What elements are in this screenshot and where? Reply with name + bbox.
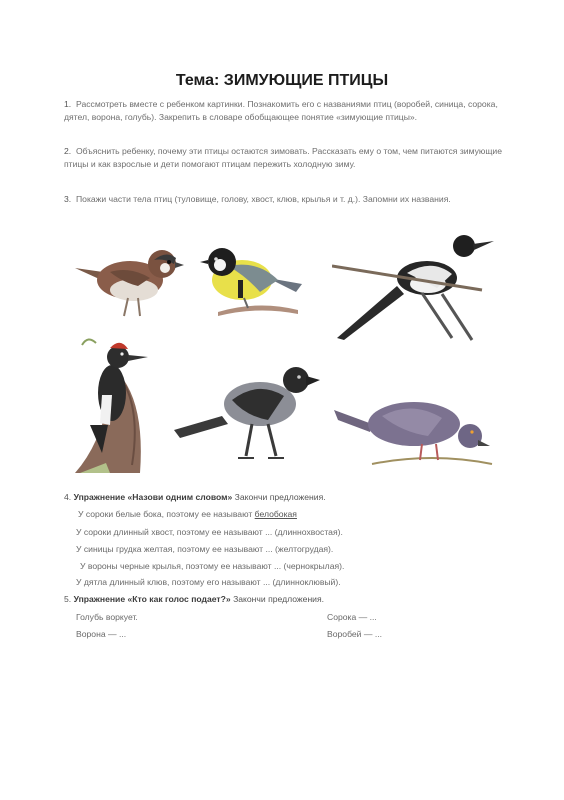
exercise-instruction: Закончи предложения. (234, 492, 326, 502)
exercise-instruction: Закончи предложения. (233, 594, 325, 604)
exercise-5-item: Ворона — ... (76, 629, 127, 639)
woodpecker-illustration (70, 335, 155, 475)
exercise-name: «Кто как голос подает?» (127, 594, 231, 604)
answer-text: белобокая (254, 509, 297, 519)
page-title: Тема: ЗИМУЮЩИЕ ПТИЦЫ (175, 72, 389, 89)
exercise-4-line: У сороки белые бока, поэтому ее называют белобокая (78, 509, 297, 519)
exercise-4-header (64, 491, 524, 503)
task-number: 1. (64, 99, 72, 109)
exercise-4-line: У дятла длинный клюв, поэтому его называют ... (длинноклювый). (76, 577, 341, 587)
crow-illustration (172, 360, 322, 470)
magpie-illustration (332, 228, 497, 348)
titmouse-illustration (198, 240, 303, 325)
exercise-5-item: Сорока — ... (327, 612, 377, 622)
pigeon-illustration (332, 380, 497, 470)
task-text: Покажи части тела птиц (туловище, голову, хвост, клюв, крылья и т. д.). Запомни их названия. (76, 194, 451, 204)
exercise-5-header (64, 593, 524, 605)
exercise-4-line: У сороки длинный хвост, поэтому ее называют ... (длиннохвостая). (76, 527, 343, 537)
task-text: Объяснить ребенку, почему эти птицы остаются зимовать. Рассказать ему о том, чем питаются зимующие птицы и как взрослые и дети помогают птицам пережить холодную зиму. (64, 146, 502, 169)
task-number: 3. (64, 194, 72, 204)
task-number: 2. (64, 146, 72, 156)
exercise-name: «Назови одним словом» (127, 492, 233, 502)
exercise-number: 4. (64, 492, 72, 502)
task-3 (64, 193, 504, 206)
exercise-4-line: У вороны черные крылья, поэтому ее называют ... (чернокрылая). (80, 561, 345, 571)
exercise-5-item: Голубь воркует. (76, 612, 138, 622)
exercise-5-item: Воробей — ... (327, 629, 383, 639)
exercise-number: 5. (64, 594, 72, 604)
exercise-label: Упражнение (73, 492, 126, 502)
sparrow-illustration (70, 238, 185, 323)
task-2 (64, 145, 504, 171)
task-1 (64, 98, 504, 124)
exercise-4-line: У синицы грудка желтая, поэтому ее называют ... (желтогрудая). (76, 544, 334, 554)
task-text: Рассмотреть вместе с ребенком картинки. Познакомить его с названиями птиц (воробей, синица, сорока, дятел, ворона, голубь). Закрепить в словаре обобщающее понятие «зимующие птицы». (64, 99, 498, 122)
exercise-label: Упражнение (73, 594, 126, 604)
